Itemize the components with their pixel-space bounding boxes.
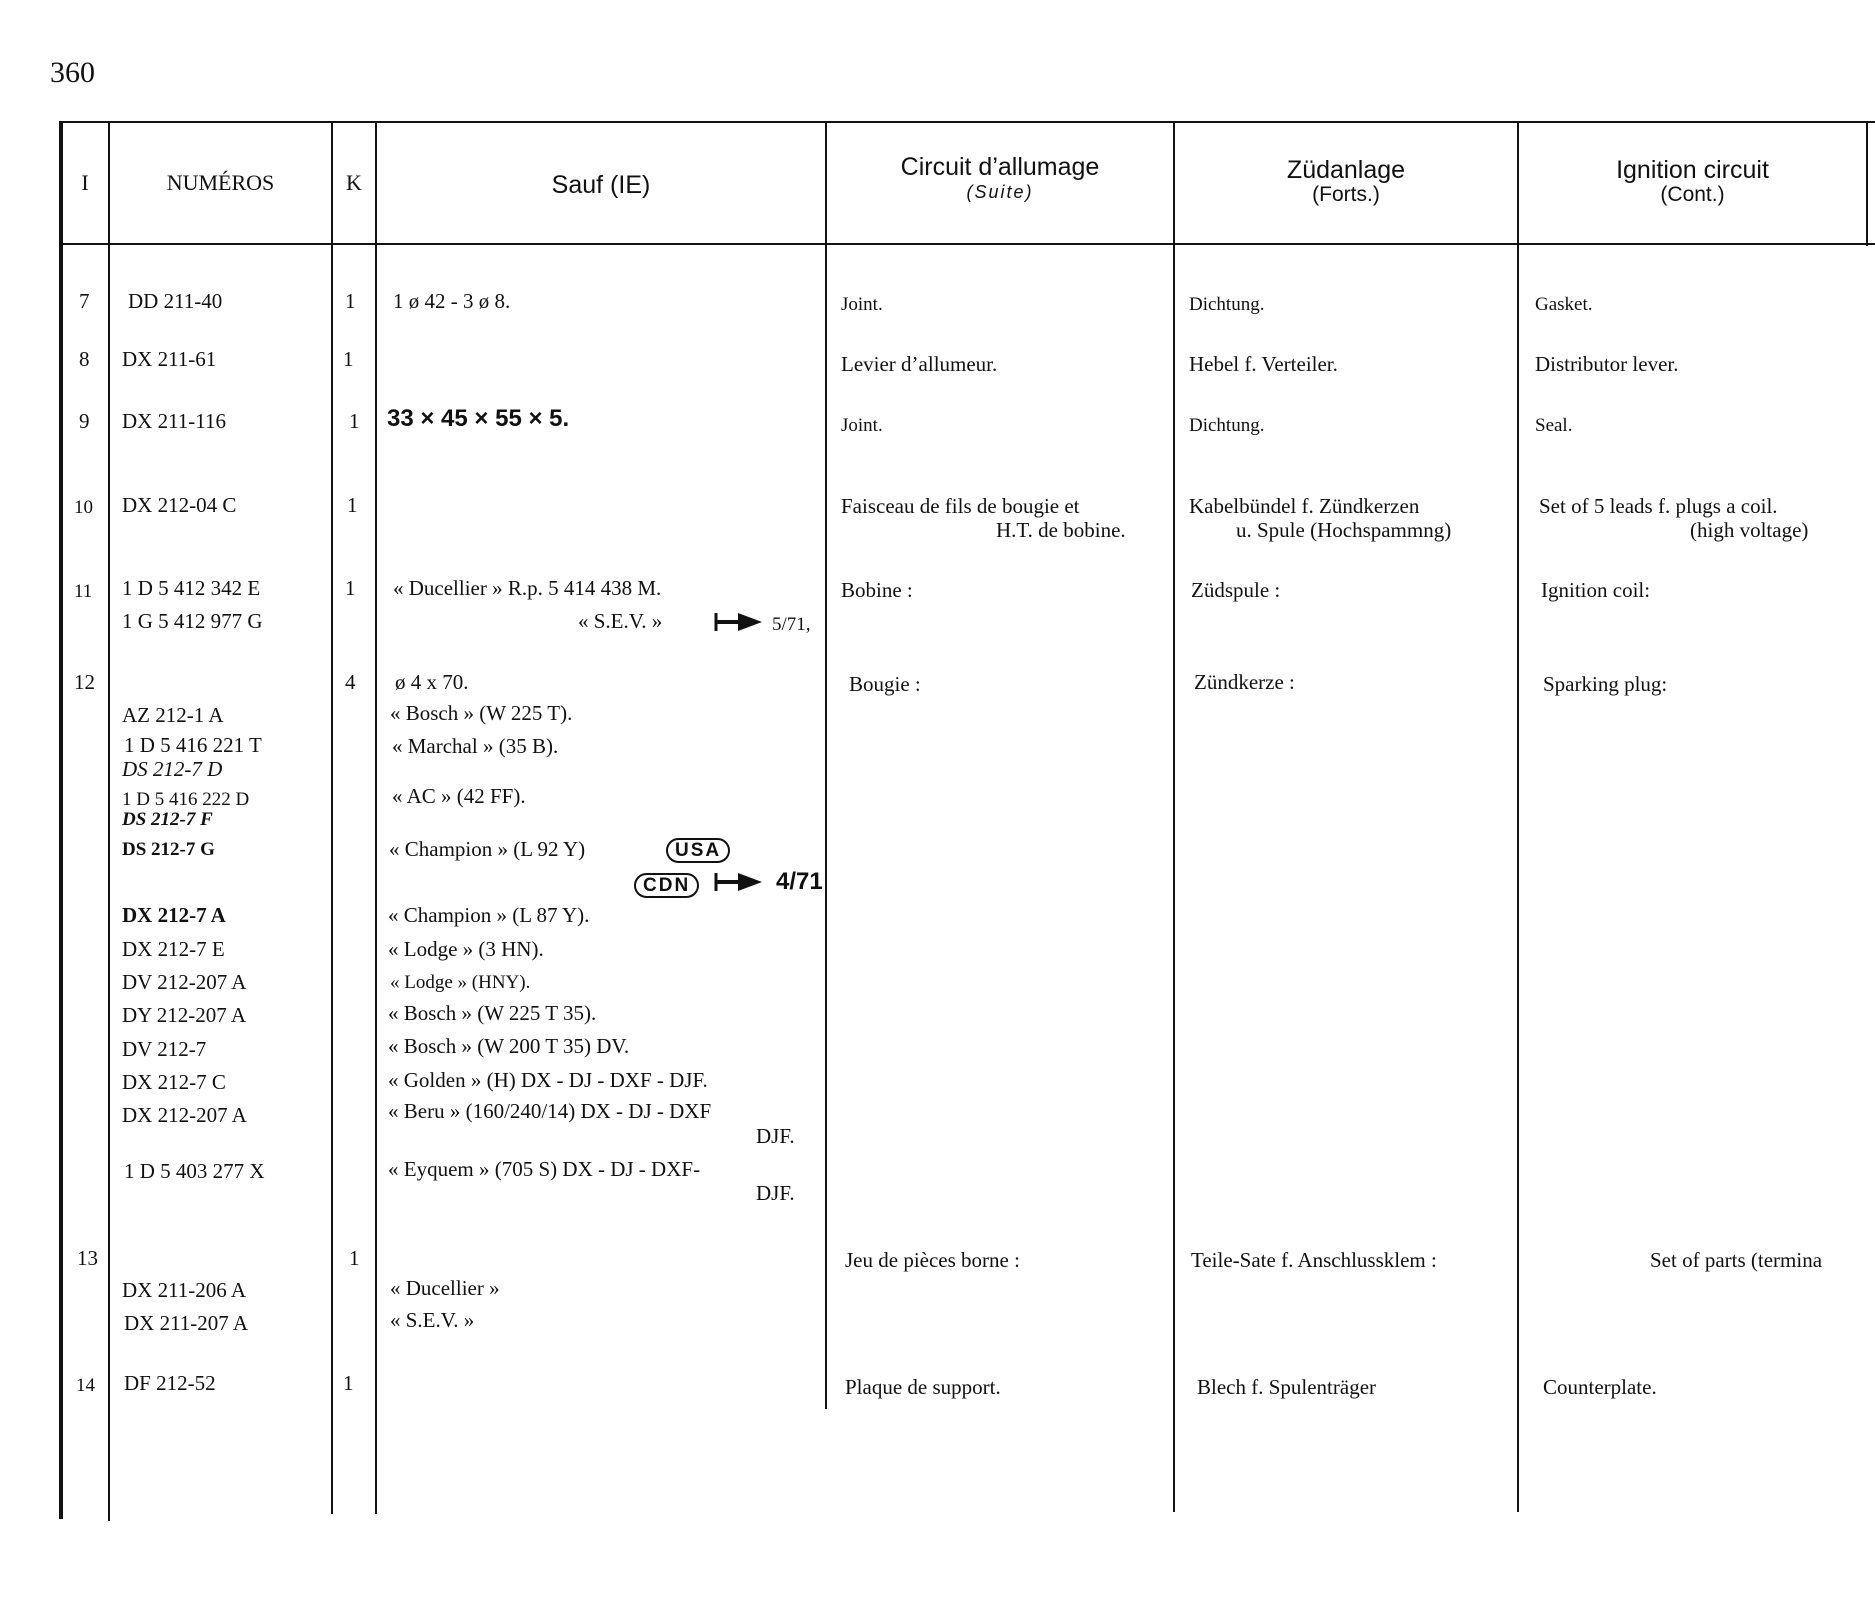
row11-french: Bobine :	[841, 578, 913, 602]
row12-item2-numero: 1 D 5 416 221 T	[124, 733, 262, 757]
row11-numero-2: 1 G 5 412 977 G	[122, 609, 263, 633]
row11-numero-1: 1 D 5 412 342 E	[122, 576, 261, 600]
row10-english-line1: Set of 5 leads f. plugs a coil.	[1539, 494, 1778, 518]
row10-k: 1	[347, 493, 358, 517]
row13-english: Set of parts (termina	[1650, 1248, 1823, 1272]
row12-item3-numero-b: DS 212-7 F	[122, 809, 213, 830]
row12-item6-numero: DX 212-7 E	[122, 937, 225, 961]
row12-k: 4	[345, 670, 356, 694]
row10-german-line2: u. Spule (Hochspammng)	[1236, 518, 1452, 542]
header-col-sauf: Sauf (IE)	[551, 171, 651, 199]
row10-french-line1: Faisceau de fils de bougie et	[841, 494, 1080, 518]
row12-item3-numero: 1 D 5 416 222 D	[122, 789, 250, 810]
row11-k: 1	[345, 576, 356, 600]
row10-french-line2: H.T. de bobine.	[996, 518, 1126, 542]
row13-sauf-1: « Ducellier »	[390, 1276, 500, 1300]
row11-german: Züdspule :	[1191, 578, 1281, 602]
row11-english: Ignition coil:	[1541, 578, 1651, 602]
row12-item9-numero: DV 212-7	[122, 1037, 207, 1061]
row9-english: Seal.	[1535, 415, 1573, 436]
row12-item4-numero: DS 212-7 G	[122, 839, 215, 860]
row12-french: Bougie :	[849, 672, 921, 696]
row12-item11-numero: DX 212-207 A	[122, 1103, 247, 1127]
header-col-i: I	[81, 170, 89, 195]
row8-english: Distributor lever.	[1535, 352, 1679, 376]
row8-french: Levier d’allumeur.	[841, 352, 998, 376]
row12-item3-sauf: « AC » (42 FF).	[392, 784, 526, 808]
row13-k: 1	[349, 1246, 360, 1270]
row12-item12-sauf: « Eyquem » (705 S) DX - DJ - DXF-	[388, 1157, 701, 1181]
row12-item1-sauf: « Bosch » (W 225 T).	[390, 701, 573, 725]
row10-german-line1: Kabelbündel f. Zündkerzen	[1189, 494, 1420, 518]
row8-german: Hebel f. Verteiler.	[1189, 352, 1338, 376]
row12-item4-sauf: « Champion » (L 92 Y)	[389, 837, 586, 861]
page-number: 360	[50, 56, 95, 89]
row7-index: 7	[79, 289, 90, 313]
row13-numero-1: DX 211-206 A	[122, 1278, 247, 1302]
row10-index: 10	[74, 497, 93, 518]
row12-english: Sparking plug:	[1543, 672, 1668, 696]
row11-sauf-2: « S.E.V. »	[578, 609, 663, 633]
row12-item10-numero: DX 212-7 C	[122, 1070, 226, 1094]
header-col-numeros: NUMÉROS	[166, 170, 275, 195]
header-german-sub: (Forts.)	[1312, 183, 1380, 206]
row12-item2-numero-b: DS 212-7 D	[122, 757, 223, 781]
row12-date: 4/71	[776, 868, 823, 895]
row12-item5-sauf: « Champion » (L 87 Y).	[388, 903, 590, 927]
row12-usa-stamp: USA	[666, 838, 730, 863]
col-rule-2	[331, 121, 333, 1514]
row13-numero-2: DX 211-207 A	[124, 1311, 249, 1335]
row12-cdn-stamp: CDN	[634, 873, 699, 898]
row10-numero: DX 212-04 C	[122, 493, 237, 517]
row9-index: 9	[79, 409, 90, 433]
row12-item9-sauf: « Bosch » (W 200 T 35) DV.	[388, 1034, 630, 1058]
row9-numero: DX 211-116	[122, 409, 227, 433]
row10-english-line2: (high voltage)	[1690, 518, 1809, 542]
header-english-sub: (Cont.)	[1660, 183, 1725, 206]
col-rule-1	[108, 121, 110, 1521]
header-french-title: Circuit d’allumage	[900, 153, 1100, 181]
header-col-k: K	[346, 170, 362, 195]
row12-item6-sauf: « Lodge » (3 HN).	[388, 937, 544, 961]
col-rule-3	[375, 121, 377, 1514]
row12-item11-sauf-b: DJF.	[756, 1124, 795, 1148]
row12-index: 12	[74, 670, 95, 694]
header-col-english	[1519, 156, 1866, 206]
col-rule-5	[1173, 121, 1175, 1512]
row9-k: 1	[349, 409, 360, 433]
row11-sauf-date: 5/71,	[772, 614, 811, 635]
row12-item12-numero: 1 D 5 403 277 X	[124, 1159, 265, 1183]
row12-arrow-icon	[714, 870, 764, 894]
row11-arrow-icon	[714, 610, 764, 634]
col-rule-4	[825, 121, 827, 1409]
row14-numero: DF 212-52	[124, 1371, 216, 1395]
row12-item8-numero: DY 212-207 A	[122, 1003, 247, 1027]
row13-sauf-2: « S.E.V. »	[390, 1308, 475, 1332]
row9-french: Joint.	[841, 415, 883, 436]
row14-index: 14	[76, 1375, 95, 1396]
row12-sauf-dimension: ø 4 x 70.	[395, 670, 469, 694]
row14-german: Blech f. Spulenträger	[1197, 1375, 1377, 1399]
row12-item2-sauf: « Marchal » (35 B).	[392, 734, 559, 758]
row12-item5-numero: DX 212-7 A	[122, 903, 226, 927]
row11-index: 11	[74, 581, 93, 602]
row14-english: Counterplate.	[1543, 1375, 1657, 1399]
row9-german: Dichtung.	[1189, 415, 1265, 436]
col-rule-7	[1866, 121, 1868, 246]
header-col-german	[1175, 156, 1517, 206]
header-english-title: Ignition circuit	[1616, 156, 1769, 184]
row12-item8-sauf: « Bosch » (W 225 T 35).	[388, 1001, 597, 1025]
row7-numero: DD 211-40	[128, 289, 223, 313]
row7-k: 1	[345, 289, 356, 313]
row11-sauf-1: « Ducellier » R.p. 5 414 438 M.	[393, 576, 662, 600]
row14-k: 1	[343, 1371, 354, 1395]
row7-french: Joint.	[841, 294, 883, 315]
row13-german: Teile-Sate f. Anschlussklem :	[1191, 1248, 1437, 1272]
row12-item10-sauf: « Golden » (H) DX - DJ - DXF - DJF.	[388, 1068, 708, 1092]
row8-k: 1	[343, 347, 354, 371]
row14-french: Plaque de support.	[845, 1375, 1001, 1399]
table-left-rule	[59, 121, 63, 1519]
header-german-title: Züdanlage	[1286, 156, 1406, 184]
row7-english: Gasket.	[1535, 294, 1593, 315]
row13-index: 13	[77, 1246, 98, 1270]
row8-index: 8	[79, 347, 90, 371]
row12-item7-sauf: « Lodge » (HNY).	[390, 972, 531, 993]
row13-french: Jeu de pièces borne :	[845, 1248, 1020, 1272]
row12-item12-sauf-b: DJF.	[756, 1181, 795, 1205]
col-rule-6	[1517, 121, 1519, 1512]
header-french-sub: (Suite)	[966, 182, 1034, 202]
header-col-french	[827, 153, 1173, 203]
row7-german: Dichtung.	[1189, 294, 1265, 315]
row9-sauf: 33 × 45 × 55 × 5.	[387, 405, 570, 432]
row12-item7-numero: DV 212-207 A	[122, 970, 247, 994]
row12-german: Zündkerze :	[1194, 670, 1295, 694]
row7-sauf: 1 ø 42 - 3 ø 8.	[393, 289, 511, 313]
row12-item11-sauf: « Beru » (160/240/14) DX - DJ - DXF	[388, 1099, 712, 1123]
row8-numero: DX 211-61	[122, 347, 217, 371]
row12-item1-numero: AZ 212-1 A	[122, 703, 224, 727]
